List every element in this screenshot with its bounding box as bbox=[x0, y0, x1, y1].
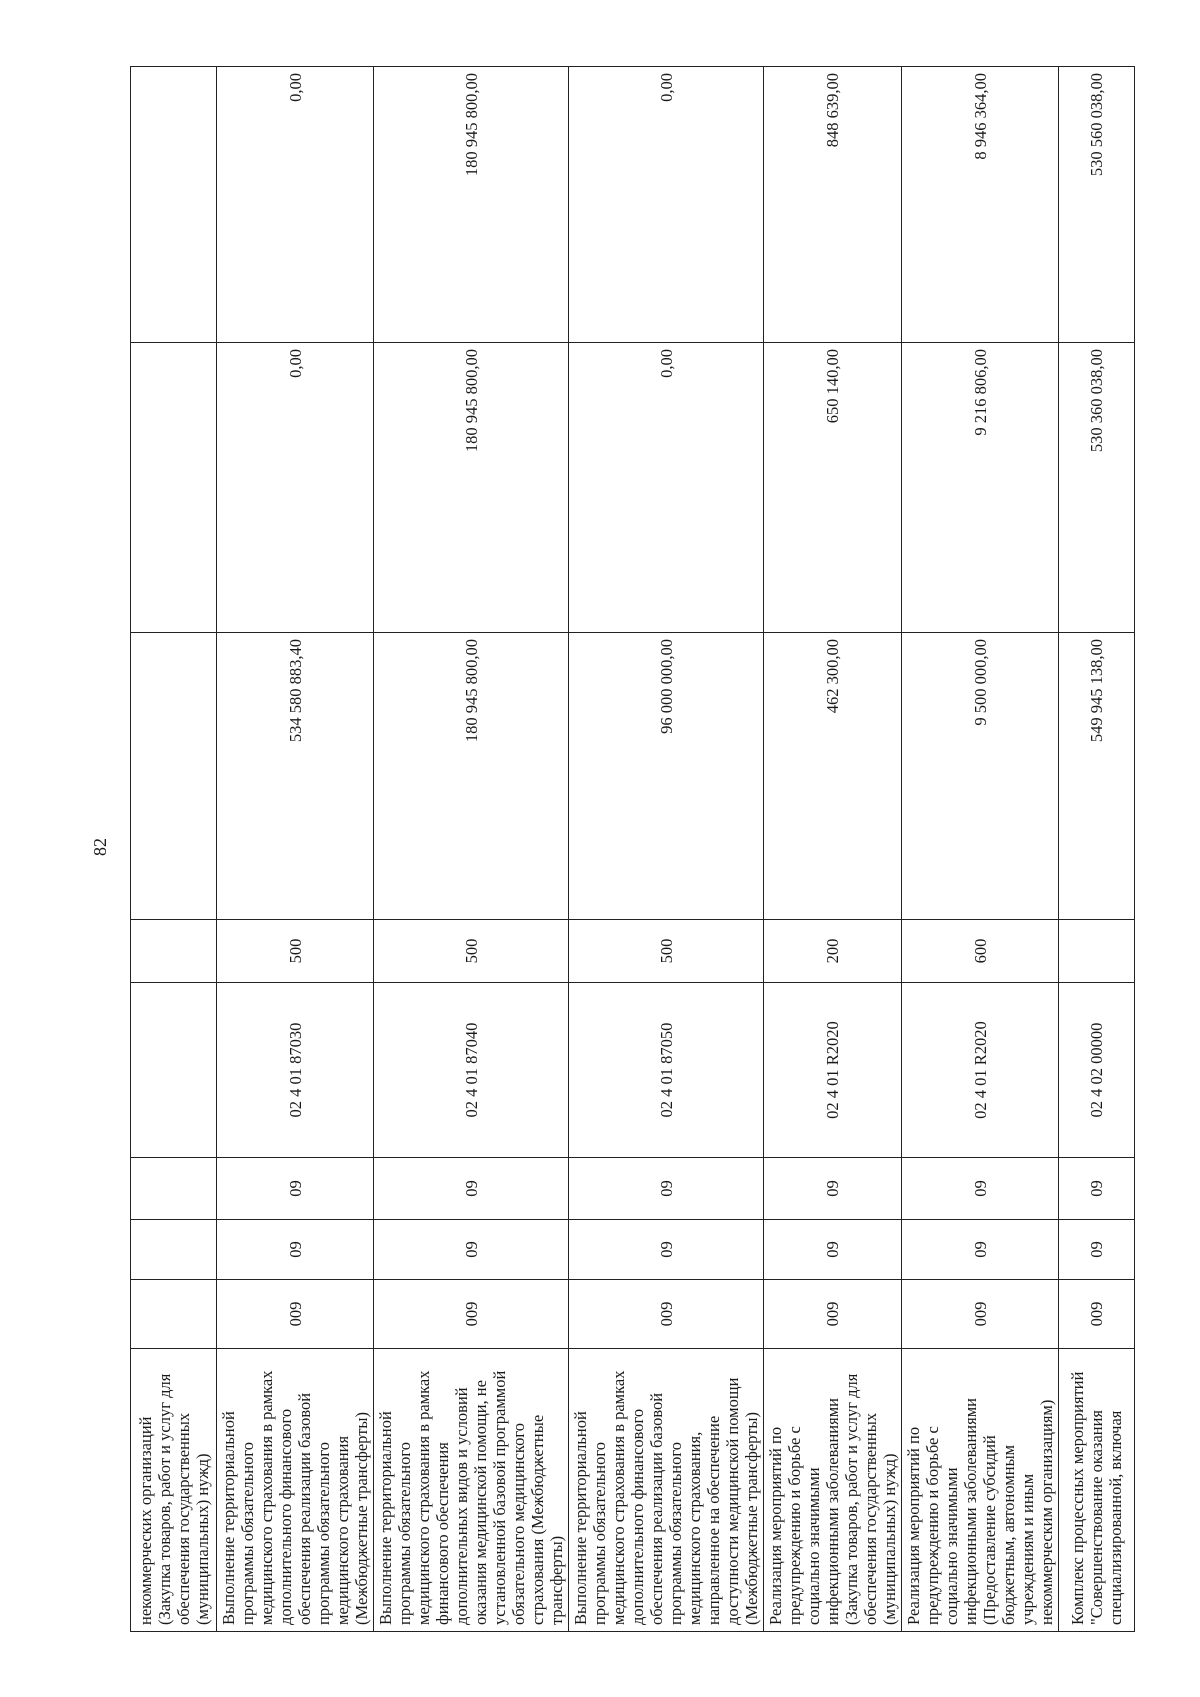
table-row bbox=[1059, 67, 1135, 1632]
ved-code-cell: 009 bbox=[217, 1280, 374, 1349]
name-cell: Реализация мероприятий по предупреждению и борьбе с социально значимыми инфекционными заболеваниями (Предоставление субсидий бюджетным, автономным учреждениям и иным некоммерческим организациям) bbox=[902, 1349, 1059, 1632]
amount-cell-2 bbox=[131, 343, 217, 633]
ved-code-cell bbox=[131, 1280, 217, 1349]
subsection-code-cell: 09 bbox=[374, 1158, 569, 1220]
subsection-code-cell: 09 bbox=[569, 1158, 764, 1220]
target-article-cell: 02 4 01 87030 bbox=[217, 983, 374, 1158]
amount-cell-2: 180 945 800,00 bbox=[374, 343, 569, 633]
subsection-code-cell bbox=[131, 1158, 217, 1220]
section-code-cell: 09 bbox=[764, 1220, 902, 1280]
ved-code-cell: 009 bbox=[1059, 1280, 1135, 1349]
amount-cell-3: 180 945 800,00 bbox=[374, 67, 569, 343]
amount-cell-3: 0,00 bbox=[569, 67, 764, 343]
table-body bbox=[131, 67, 1135, 1632]
expense-type-cell bbox=[131, 920, 217, 983]
expense-type-cell: 500 bbox=[217, 920, 374, 983]
amount-cell-3: 848 639,00 bbox=[764, 67, 902, 343]
amount-cell-1: 462 300,00 bbox=[764, 633, 902, 920]
section-code-cell: 09 bbox=[217, 1220, 374, 1280]
table-row bbox=[217, 67, 374, 1632]
amount-cell-1: 180 945 800,00 bbox=[374, 633, 569, 920]
amount-cell-3: 0,00 bbox=[217, 67, 374, 343]
section-code-cell bbox=[131, 1220, 217, 1280]
amount-cell-2: 0,00 bbox=[569, 343, 764, 633]
amount-cell-3: 530 560 038,00 bbox=[1059, 67, 1135, 343]
amount-cell-3 bbox=[131, 67, 217, 343]
ved-code-cell: 009 bbox=[764, 1280, 902, 1349]
table-row bbox=[569, 67, 764, 1632]
amount-cell-2: 650 140,00 bbox=[764, 343, 902, 633]
rotated-table-container bbox=[130, 67, 1125, 1632]
amount-cell-1 bbox=[131, 633, 217, 920]
expense-type-cell: 500 bbox=[569, 920, 764, 983]
amount-cell-1: 549 945 138,00 bbox=[1059, 633, 1135, 920]
target-article-cell: 02 4 01 87050 bbox=[569, 983, 764, 1158]
section-code-cell: 09 bbox=[374, 1220, 569, 1280]
budget-table bbox=[130, 66, 1135, 1632]
target-article-cell: 02 4 01 87040 bbox=[374, 983, 569, 1158]
subsection-code-cell: 09 bbox=[902, 1158, 1059, 1220]
target-article-cell: 02 4 02 00000 bbox=[1059, 983, 1135, 1158]
name-cell: Реализация мероприятий по предупреждению и борьбе с социально значимыми инфекционными заболеваниями (Закупка товаров, работ и услуг для обеспечения государственных (муниципальных) нужд) bbox=[764, 1349, 902, 1632]
name-cell: некоммерческих организаций (Закупка товаров, работ и услуг для обеспечения государственных (муниципальных) нужд) bbox=[131, 1349, 217, 1632]
amount-cell-1: 534 580 883,40 bbox=[217, 633, 374, 920]
table-row bbox=[131, 67, 217, 1632]
section-code-cell: 09 bbox=[902, 1220, 1059, 1280]
expense-type-cell: 200 bbox=[764, 920, 902, 983]
target-article-cell bbox=[131, 983, 217, 1158]
expense-type-cell bbox=[1059, 920, 1135, 983]
amount-cell-2: 530 360 038,00 bbox=[1059, 343, 1135, 633]
table-row bbox=[764, 67, 902, 1632]
table-row bbox=[374, 67, 569, 1632]
section-code-cell: 09 bbox=[1059, 1220, 1135, 1280]
ved-code-cell: 009 bbox=[374, 1280, 569, 1349]
ved-code-cell: 009 bbox=[902, 1280, 1059, 1349]
amount-cell-2: 9 216 806,00 bbox=[902, 343, 1059, 633]
target-article-cell: 02 4 01 R2020 bbox=[902, 983, 1059, 1158]
name-cell: Выполнение территориальной программы обязательного медицинского страхования в рамках дополнительного финансового обеспечения реализации базовой программы обязательного медицинского страхования (Межбюджетные трансферты) bbox=[217, 1349, 374, 1632]
expense-type-cell: 500 bbox=[374, 920, 569, 983]
amount-cell-3: 8 946 364,00 bbox=[902, 67, 1059, 343]
subsection-code-cell: 09 bbox=[1059, 1158, 1135, 1220]
amount-cell-1: 9 500 000,00 bbox=[902, 633, 1059, 920]
table-row bbox=[902, 67, 1059, 1632]
amount-cell-2: 0,00 bbox=[217, 343, 374, 633]
subsection-code-cell: 09 bbox=[217, 1158, 374, 1220]
target-article-cell: 02 4 01 R2020 bbox=[764, 983, 902, 1158]
section-code-cell: 09 bbox=[569, 1220, 764, 1280]
name-cell: Выполнение территориальной программы обязательного медицинского страхования в рамках дополнительного финансового обеспечения реализации базовой программы обязательного медицинского страхования, направленное на обеспечение доступности медицинской помощи (Межбюджетные трансферты) bbox=[569, 1349, 764, 1632]
ved-code-cell: 009 bbox=[569, 1280, 764, 1349]
name-cell: Выполнение территориальной программы обязательного медицинского страхования в рамках финансового обеспечения дополнительных видов и условий оказания медицинской помощи, не установленной базовой программой обязательного медицинского страхования (Межбюджетные трансферты) bbox=[374, 1349, 569, 1632]
subsection-code-cell: 09 bbox=[764, 1158, 902, 1220]
page-number: 82 bbox=[90, 838, 110, 856]
amount-cell-1: 96 000 000,00 bbox=[569, 633, 764, 920]
expense-type-cell: 600 bbox=[902, 920, 1059, 983]
name-cell: Комплекс процессных мероприятий "Совершенствование оказания специализированной, включая bbox=[1059, 1349, 1135, 1632]
